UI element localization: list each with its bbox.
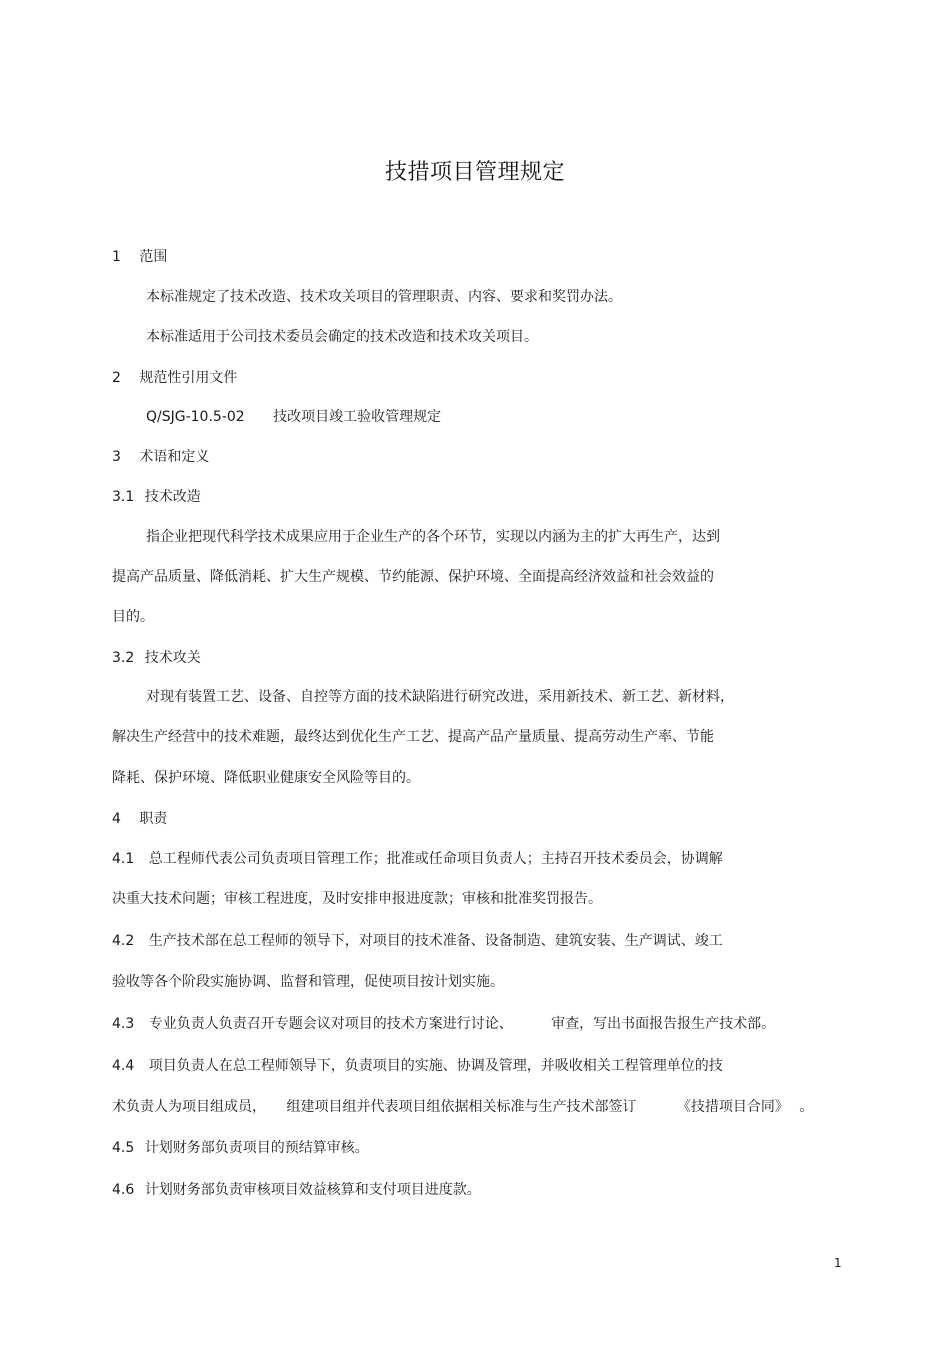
section-number: 3 (112, 449, 121, 465)
section-title: 范围 (139, 249, 168, 265)
section-number: 4 (112, 811, 121, 827)
subsection-3-1-heading (112, 487, 201, 507)
section-title: 术语和定义 (139, 449, 210, 465)
paragraph-line: 降耗、保护环境、降低职业健康安全风险等目的。 (112, 770, 420, 786)
clause-number: 4.2 (112, 933, 135, 949)
section-title: 职责 (139, 811, 168, 827)
clause-4-4-line-2 (112, 1097, 813, 1117)
paragraph-line: 对现有装置工艺、设备、自控等方面的技术缺陷进行研究改进，采用新技术、新工艺、新材料， (146, 689, 734, 705)
clause-4-2-line-1 (112, 931, 723, 951)
clause-text: 计划财务部负责审核项目效益核算和支付项目进度款。 (144, 1182, 481, 1198)
paragraph-line: 目的。 (112, 609, 154, 625)
clause-number: 4.3 (112, 1016, 135, 1032)
subsection-title: 技术攻关 (144, 650, 201, 666)
clause-text: 。 (799, 1099, 814, 1115)
subsection-title: 技术改造 (144, 489, 201, 505)
clause-text: 生产技术部在总工程师的领导下，对项目的技术准备、设备制造、建筑安装、生产调试、竣工 (148, 933, 723, 949)
page-number: 1 (834, 1256, 842, 1270)
subsection-number: 3.1 (112, 489, 135, 505)
paragraph-line: 指企业把现代科学技术成果应用于企业生产的各个环节，实现以内涵为主的扩大再生产，达到 (146, 529, 720, 545)
paragraph-line: 决重大技术问题；审核工程进度，及时安排申报进度款；审核和批准奖罚报告。 (112, 891, 602, 907)
paragraph-line: 解决生产经营中的技术难题，最终达到优化生产工艺、提高产品产量质量、提高劳动生产率、节能 (112, 729, 714, 745)
contract-name: 《技措项目合同》 (676, 1099, 789, 1115)
reference-code: Q/SJG-10.5-02 (146, 409, 245, 425)
clause-number: 4.6 (112, 1182, 135, 1198)
clause-text: 总工程师代表公司负责项目管理工作；批准或任命项目负责人；主持召开技术委员会，协调解 (148, 851, 723, 867)
clause-number: 4.4 (112, 1058, 135, 1074)
section-number: 1 (112, 249, 121, 265)
reference-item (146, 407, 441, 427)
clause-text: 组建项目组并代表项目组依据相关标准与生产技术部签订 (286, 1099, 637, 1115)
section-title: 规范性引用文件 (139, 370, 238, 386)
clause-text-continued: 审查，写出书面报告报生产技术部。 (551, 1016, 776, 1032)
clause-text: 项目负责人在总工程师领导下，负责项目的实施、协调及管理，并吸收相关工程管理单位的技 (148, 1058, 723, 1074)
section-2-heading (112, 368, 237, 388)
paragraph: 本标准适用于公司技术委员会确定的技术改造和技术攻关项目。 (146, 329, 538, 345)
clause-number: 4.1 (112, 851, 135, 867)
paragraph: 本标准规定了技术改造、技术攻关项目的管理职责、内容、要求和奖罚办法。 (146, 289, 622, 305)
clause-text: 术负责人为项目组成员， (112, 1099, 266, 1115)
section-4-heading (112, 809, 167, 829)
clause-4-3 (112, 1014, 775, 1034)
clause-4-6 (112, 1180, 481, 1200)
paragraph-line: 提高产品质量、降低消耗、扩大生产规模、节约能源、保护环境、全面提高经济效益和社会效益的 (112, 569, 714, 585)
document-title: 技措项目管理规定 (384, 160, 565, 185)
section-1-heading (112, 247, 167, 267)
section-3-heading (112, 447, 209, 467)
section-number: 2 (112, 370, 121, 386)
clause-number: 4.5 (112, 1140, 135, 1156)
paragraph-line: 验收等各个阶段实施协调、监督和管理，促使项目按计划实施。 (112, 974, 504, 990)
clause-text: 计划财务部负责项目的预结算审核。 (144, 1140, 369, 1156)
subsection-3-2-heading (112, 648, 201, 668)
clause-4-1-line-1 (112, 849, 723, 869)
reference-name: 技改项目竣工验收管理规定 (273, 409, 442, 425)
clause-text: 专业负责人负责召开专题会议对项目的技术方案进行讨论、 (148, 1016, 513, 1032)
subsection-number: 3.2 (112, 650, 135, 666)
clause-4-4-line-1 (112, 1056, 723, 1076)
clause-4-5 (112, 1138, 369, 1158)
